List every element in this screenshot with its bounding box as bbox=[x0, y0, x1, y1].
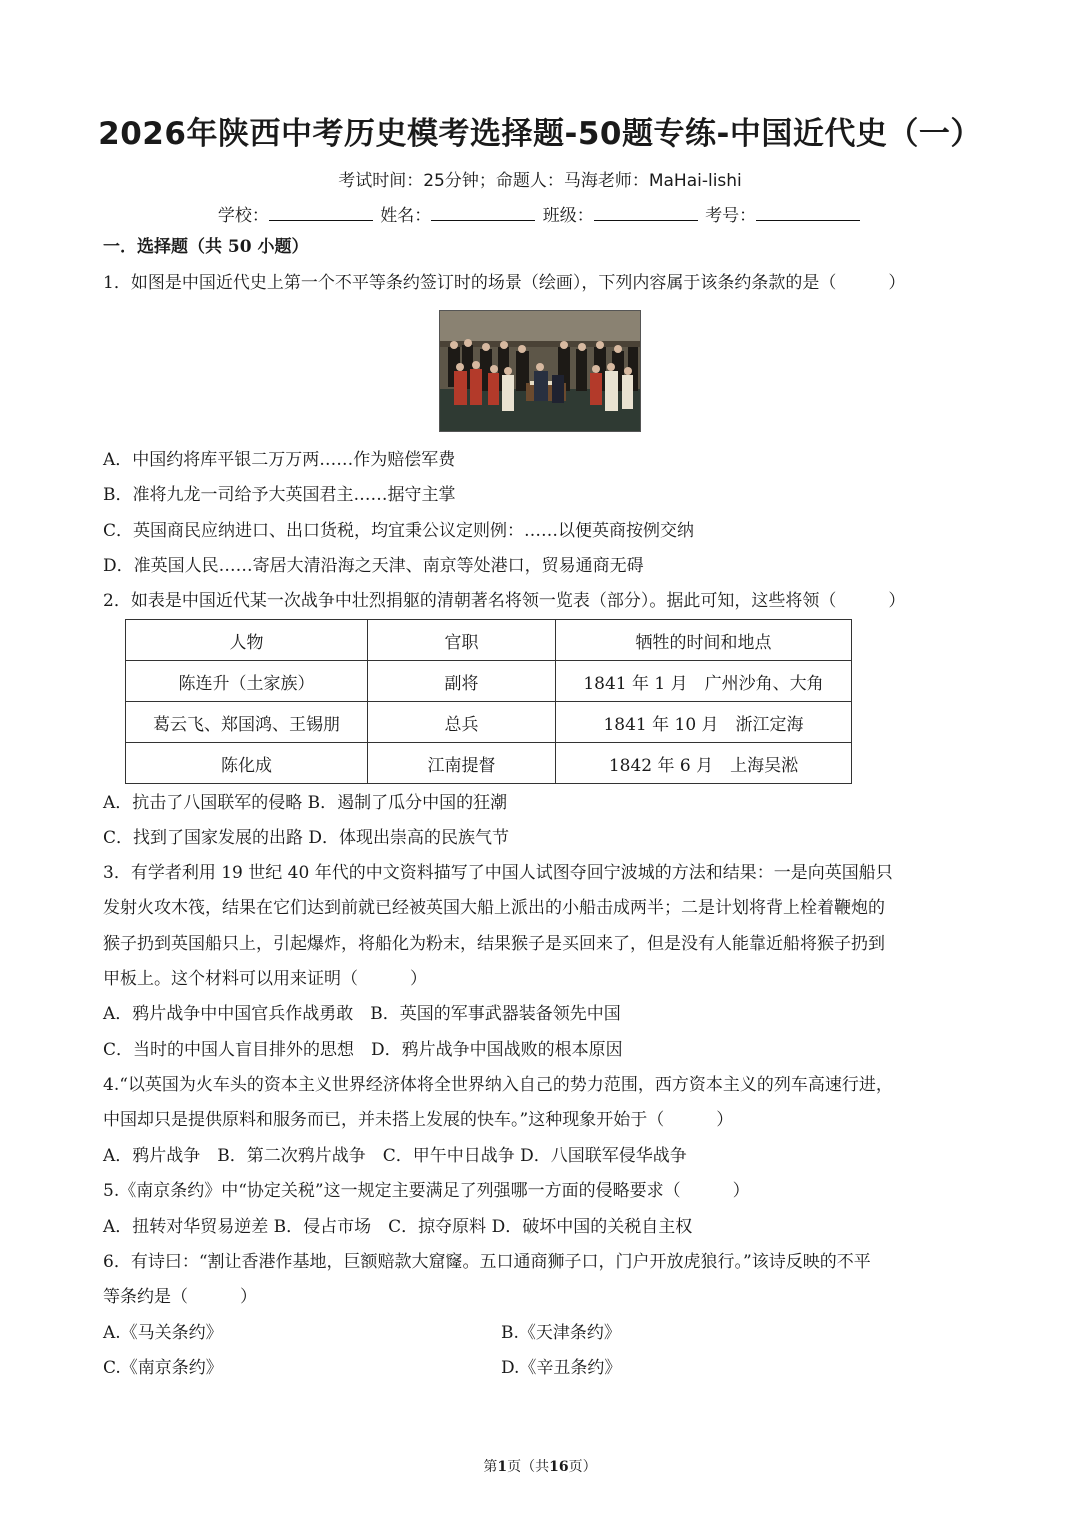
question-2-stem: 2．如表是中国近代某一次战争中壮烈捐躯的清朝著名将领一览表（部分）。据此可知，这些将领（ ） bbox=[103, 591, 906, 611]
question-5-stem: 5.《南京条约》中“协定关税”这一规定主要满足了列强哪一方面的侵略要求（ ） bbox=[103, 1181, 750, 1201]
table-cell: 陈化成 bbox=[126, 743, 368, 784]
table-header-row bbox=[126, 620, 852, 661]
question-4-options[interactable]: A．鸦片战争 B．第二次鸦片战争 C．甲午中日战争 D．八国联军侵华战争 bbox=[103, 1146, 687, 1166]
class-label: 班级： bbox=[542, 206, 594, 226]
table-cell: 副将 bbox=[368, 661, 556, 702]
question-3-stem-line: 发射火攻木筏，结果在它们达到前就已经被英国大船上派出的小船击成两半；二是计划将背上栓着鞭炮的 bbox=[103, 898, 885, 918]
question-1-option-d[interactable]: D．准英国人民……寄居大清沿海之天津、南京等处港口，贸易通商无碍 bbox=[103, 556, 644, 576]
question-4-stem-line: 中国却只是提供原料和服务而已，并未搭上发展的快车。”这种现象开始于（ ） bbox=[103, 1110, 734, 1130]
table-cell: 总兵 bbox=[368, 702, 556, 743]
table-row bbox=[126, 702, 852, 743]
table-cell: 葛云飞、郑国鸿、王锡朋 bbox=[126, 702, 368, 743]
painting-image bbox=[440, 311, 641, 432]
table-cell: 陈连升（土家族） bbox=[126, 661, 368, 702]
treaty-signing-painting bbox=[439, 310, 641, 432]
table-cell: 江南提督 bbox=[368, 743, 556, 784]
question-3-stem-line: 甲板上。这个材料可以用来证明（ ） bbox=[103, 969, 427, 989]
table-cell: 1842 年 6 月 上海吴淞 bbox=[556, 743, 852, 784]
table-row bbox=[126, 743, 852, 784]
question-5-options[interactable]: A．扭转对华贸易逆差 B．侵占市场 C．掠夺原料 D．破坏中国的关税自主权 bbox=[103, 1217, 693, 1237]
exam-number-blank[interactable] bbox=[756, 203, 860, 221]
school-blank[interactable] bbox=[269, 203, 373, 221]
page-title: 2026年陕西中考历史模考选择题-50题专练-中国近代史（一） bbox=[98, 116, 982, 152]
question-2-options-cd[interactable]: C．找到了国家发展的出路 D．体现出崇高的民族气节 bbox=[103, 828, 510, 848]
name-label: 姓名： bbox=[380, 206, 432, 226]
question-1-option-c[interactable]: C．英国商民应纳进口、出口货税，均宜秉公议定则例：……以便英商按例交纳 bbox=[103, 521, 695, 541]
page-number: 1 bbox=[497, 1459, 508, 1475]
question-1-option-a[interactable]: A．中国约将库平银二万万两……作为赔偿军费 bbox=[103, 450, 456, 470]
table-header: 官职 bbox=[368, 620, 556, 661]
section-title: 一．选择题（共 50 小题） bbox=[103, 237, 309, 257]
student-info-fields bbox=[0, 201, 1080, 226]
question-3-stem-line: 3．有学者利用 19 世纪 40 年代的中文资料描写了中国人试图夺回宁波城的方法和结果：一是向英国船只 bbox=[103, 863, 893, 883]
question-6-stem-line: 等条约是（ ） bbox=[103, 1287, 257, 1307]
question-1-option-b[interactable]: B．准将九龙一司给予大英国君主……据守主掌 bbox=[103, 485, 456, 505]
exam-number-label: 考号： bbox=[705, 206, 757, 226]
table-header: 人物 bbox=[126, 620, 368, 661]
question-6-stem-line: 6．有诗曰：“割让香港作基地，巨额赔款大窟窿。五口通商狮子口，门户开放虎狼行。”该诗反映的不平 bbox=[103, 1252, 871, 1272]
question-3-options-cd[interactable]: C．当时的中国人盲目排外的思想 D．鸦片战争中国战败的根本原因 bbox=[103, 1040, 623, 1060]
question-2-options-ab[interactable]: A．抗击了八国联军的侵略 B．遏制了瓜分中国的狂潮 bbox=[103, 793, 508, 813]
question-4-stem-line: 4.“以英国为火车头的资本主义世界经济体将全世界纳入自己的势力范围，西方资本主义的列车高速行进， bbox=[103, 1075, 893, 1095]
table-cell: 1841 年 1 月 广州沙角、大角 bbox=[556, 661, 852, 702]
page-footer: 第1页（共16页） bbox=[483, 1459, 597, 1475]
question-3-stem-line: 猴子扔到英国船只上，引起爆炸，将船化为粉末，结果猴子是买回来了，但是没有人能靠近船将猴子扔到 bbox=[103, 934, 885, 954]
question-3-options-ab[interactable]: A．鸦片战争中中国官兵作战勇敢 B．英国的军事武器装备领先中国 bbox=[103, 1004, 621, 1024]
exam-meta: 考试时间：25分钟；命题人：马海老师：MaHai-lishi bbox=[338, 171, 742, 191]
question-6-option-a[interactable]: A.《马关条约》 bbox=[103, 1323, 223, 1343]
question-6-option-b[interactable]: B.《天津条约》 bbox=[501, 1323, 621, 1343]
class-blank[interactable] bbox=[594, 203, 698, 221]
table-row bbox=[126, 661, 852, 702]
table-header: 牺牲的时间和地点 bbox=[556, 620, 852, 661]
table-cell: 1841 年 10 月 浙江定海 bbox=[556, 702, 852, 743]
question-1-stem: 1．如图是中国近代史上第一个不平等条约签订时的场景（绘画），下列内容属于该条约条款的是（ ） bbox=[103, 273, 906, 293]
question-6-option-c[interactable]: C.《南京条约》 bbox=[103, 1358, 223, 1378]
question-6-option-d[interactable]: D.《辛丑条约》 bbox=[501, 1358, 622, 1378]
school-label: 学校： bbox=[217, 206, 269, 226]
page-total: 16 bbox=[549, 1459, 569, 1475]
generals-table bbox=[125, 619, 852, 784]
name-blank[interactable] bbox=[431, 203, 535, 221]
